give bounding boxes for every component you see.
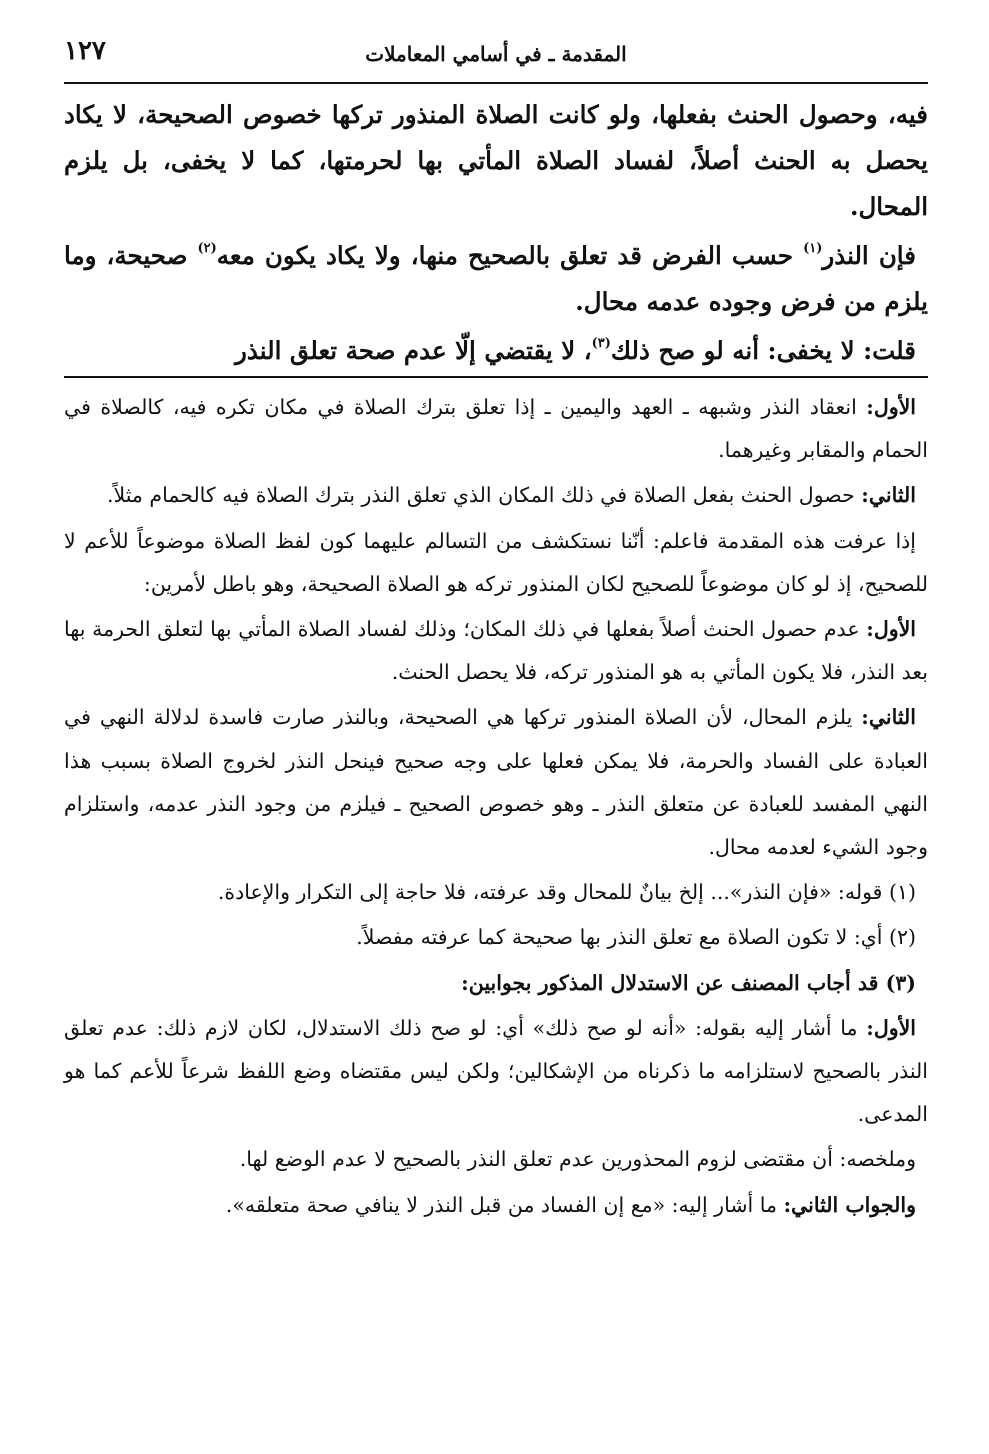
footnote-label: الأول: bbox=[866, 1015, 916, 1040]
footnote-label: الأول: bbox=[866, 617, 916, 642]
footnote-paragraph-3: إذا عرفت هذه المقدمة فاعلم: أنّنا نستكشف من التسالم عليهما كون لفظ الصلاة موضوعاً للأعم لا للصحيح، إذ لو كان موضوعاً للصحيح لكان المنذور تركه هو الصلاة الصحيحة، وهو باطل لأمرين: bbox=[64, 528, 928, 596]
header-divider bbox=[64, 82, 928, 84]
footnote-paragraph-4 bbox=[64, 608, 928, 694]
footnote-text: يلزم المحال، لأن الصلاة المنذور تركها هي الصحيحة، وبالنذر صارت فاسدة لدلالة النهي في العبادة على الفساد والحرمة، فلا يمكن فعلها على وجه صحيح فينحل النذر لخروج الصلاة بسبب هذا النهي المفسد للعبادة عن متعلق النذر ـ وهو خصوص الصحيح ـ فيلزم من وجود النذر عدمه، واستلزام وجود الشيء لعدمه محال. bbox=[64, 705, 928, 860]
main-paragraph-2-part-3: صحيحة، وما يلزم من فرض وجوده عدمه محال. bbox=[64, 241, 928, 316]
book-page bbox=[64, 36, 928, 1431]
footnote-text: عدم حصول الحنث أصلاً بفعلها في ذلك المكان؛ وذلك لفساد الصلاة المأتي بها لتعلق الحرمة بها بعد النذر، فلا يكون المأتي به هو المنذور تركه، فلا يحصل الحنث. bbox=[64, 617, 928, 685]
footnote-label: الأول: bbox=[866, 395, 916, 419]
main-text bbox=[64, 92, 928, 377]
footnote-divider bbox=[64, 376, 928, 378]
footnote-text: ما أشار إليه بقوله: «أنه لو صح ذلك» أي: لو صح ذلك الاستدلال، لكان لازم ذلك: عدم تعلق النذر بالصحيح لاستلزامه ما ذكرناه من الإشكالين؛ ولكن ليس مقتضاه وضع اللفظ شرعاً للأعم كما هو المدعى. bbox=[64, 1015, 928, 1127]
main-paragraph-2-part-1: فإن النذر bbox=[822, 241, 916, 270]
main-paragraph-3-part-2: ، لا يقتضي إلّا عدم صحة تعلق النذر bbox=[235, 336, 592, 365]
main-paragraph-3-part-1: قلت: لا يخفى: أنه لو صح ذلك bbox=[610, 336, 916, 365]
footnote-ref-3: (٣) bbox=[591, 336, 611, 351]
footnote-text: حصول الحنث بفعل الصلاة في ذلك المكان الذي تعلق النذر بترك الصلاة فيه كالحمام مثلاً. bbox=[106, 483, 862, 508]
main-paragraph-3 bbox=[64, 328, 928, 374]
page-header bbox=[64, 36, 928, 76]
footnote-ref-2: (٢) bbox=[197, 241, 217, 256]
page-number: ١٢٧ bbox=[64, 36, 106, 66]
footnote-1: (١) قوله: «فإن النذر»... إلخ بيانٌ للمحال وقد عرفته، فلا حاجة إلى التكرار والإعادة. bbox=[217, 880, 916, 905]
footnote-paragraph-2 bbox=[64, 474, 928, 517]
footnote-text: انعقاد النذر وشبهه ـ العهد واليمين ـ إذا تعلق بترك الصلاة في مكان تكره فيه، كالصلاة في الحمام والمقابر وغيرهما. bbox=[64, 395, 928, 463]
footnote-label: الثاني: bbox=[861, 705, 916, 730]
main-paragraph-2-part-2: حسب الفرض قد تعلق بالصحيح منها، ولا يكاد يكون معه bbox=[216, 241, 804, 270]
footnote-paragraph-5 bbox=[64, 696, 928, 869]
footnote-label: الثاني: bbox=[861, 483, 916, 508]
running-title: المقدمة ـ في أسامي المعاملات bbox=[365, 42, 627, 66]
footnote-label: والجواب الثاني: bbox=[783, 1192, 916, 1217]
footnote-ref-1: (١) bbox=[803, 241, 823, 256]
footnotes bbox=[64, 386, 928, 1229]
main-paragraph-1: فيه، وحصول الحنث بفعلها، ولو كانت الصلاة المنذور تركها خصوص الصحيحة، لا يكاد يحصل به الحنث أصلاً، لفساد الصلاة المأتي بها لحرمتها، كما لا يخفى، بل يلزم المحال. bbox=[64, 100, 928, 221]
main-paragraph-2 bbox=[64, 233, 928, 325]
footnote-3-answer-1 bbox=[64, 1007, 928, 1137]
footnote-3-summary: وملخصه: أن مقتضى لزوم المحذورين عدم تعلق النذر بالصحيح لا عدم الوضع لها. bbox=[239, 1147, 916, 1172]
footnote-3-answer-2 bbox=[64, 1184, 928, 1227]
footnote-text: ما أشار إليه: «مع إن الفساد من قبل النذر لا ينافي صحة متعلقه». bbox=[225, 1192, 784, 1217]
footnote-paragraph-1 bbox=[64, 386, 928, 472]
footnote-2: (٢) أي: لا تكون الصلاة مع تعلق النذر بها صحيحة كما عرفته مفصلاً. bbox=[356, 925, 916, 950]
footnote-3: (٣) قد أجاب المصنف عن الاستدلال المذكور بجوابين: bbox=[461, 970, 916, 995]
